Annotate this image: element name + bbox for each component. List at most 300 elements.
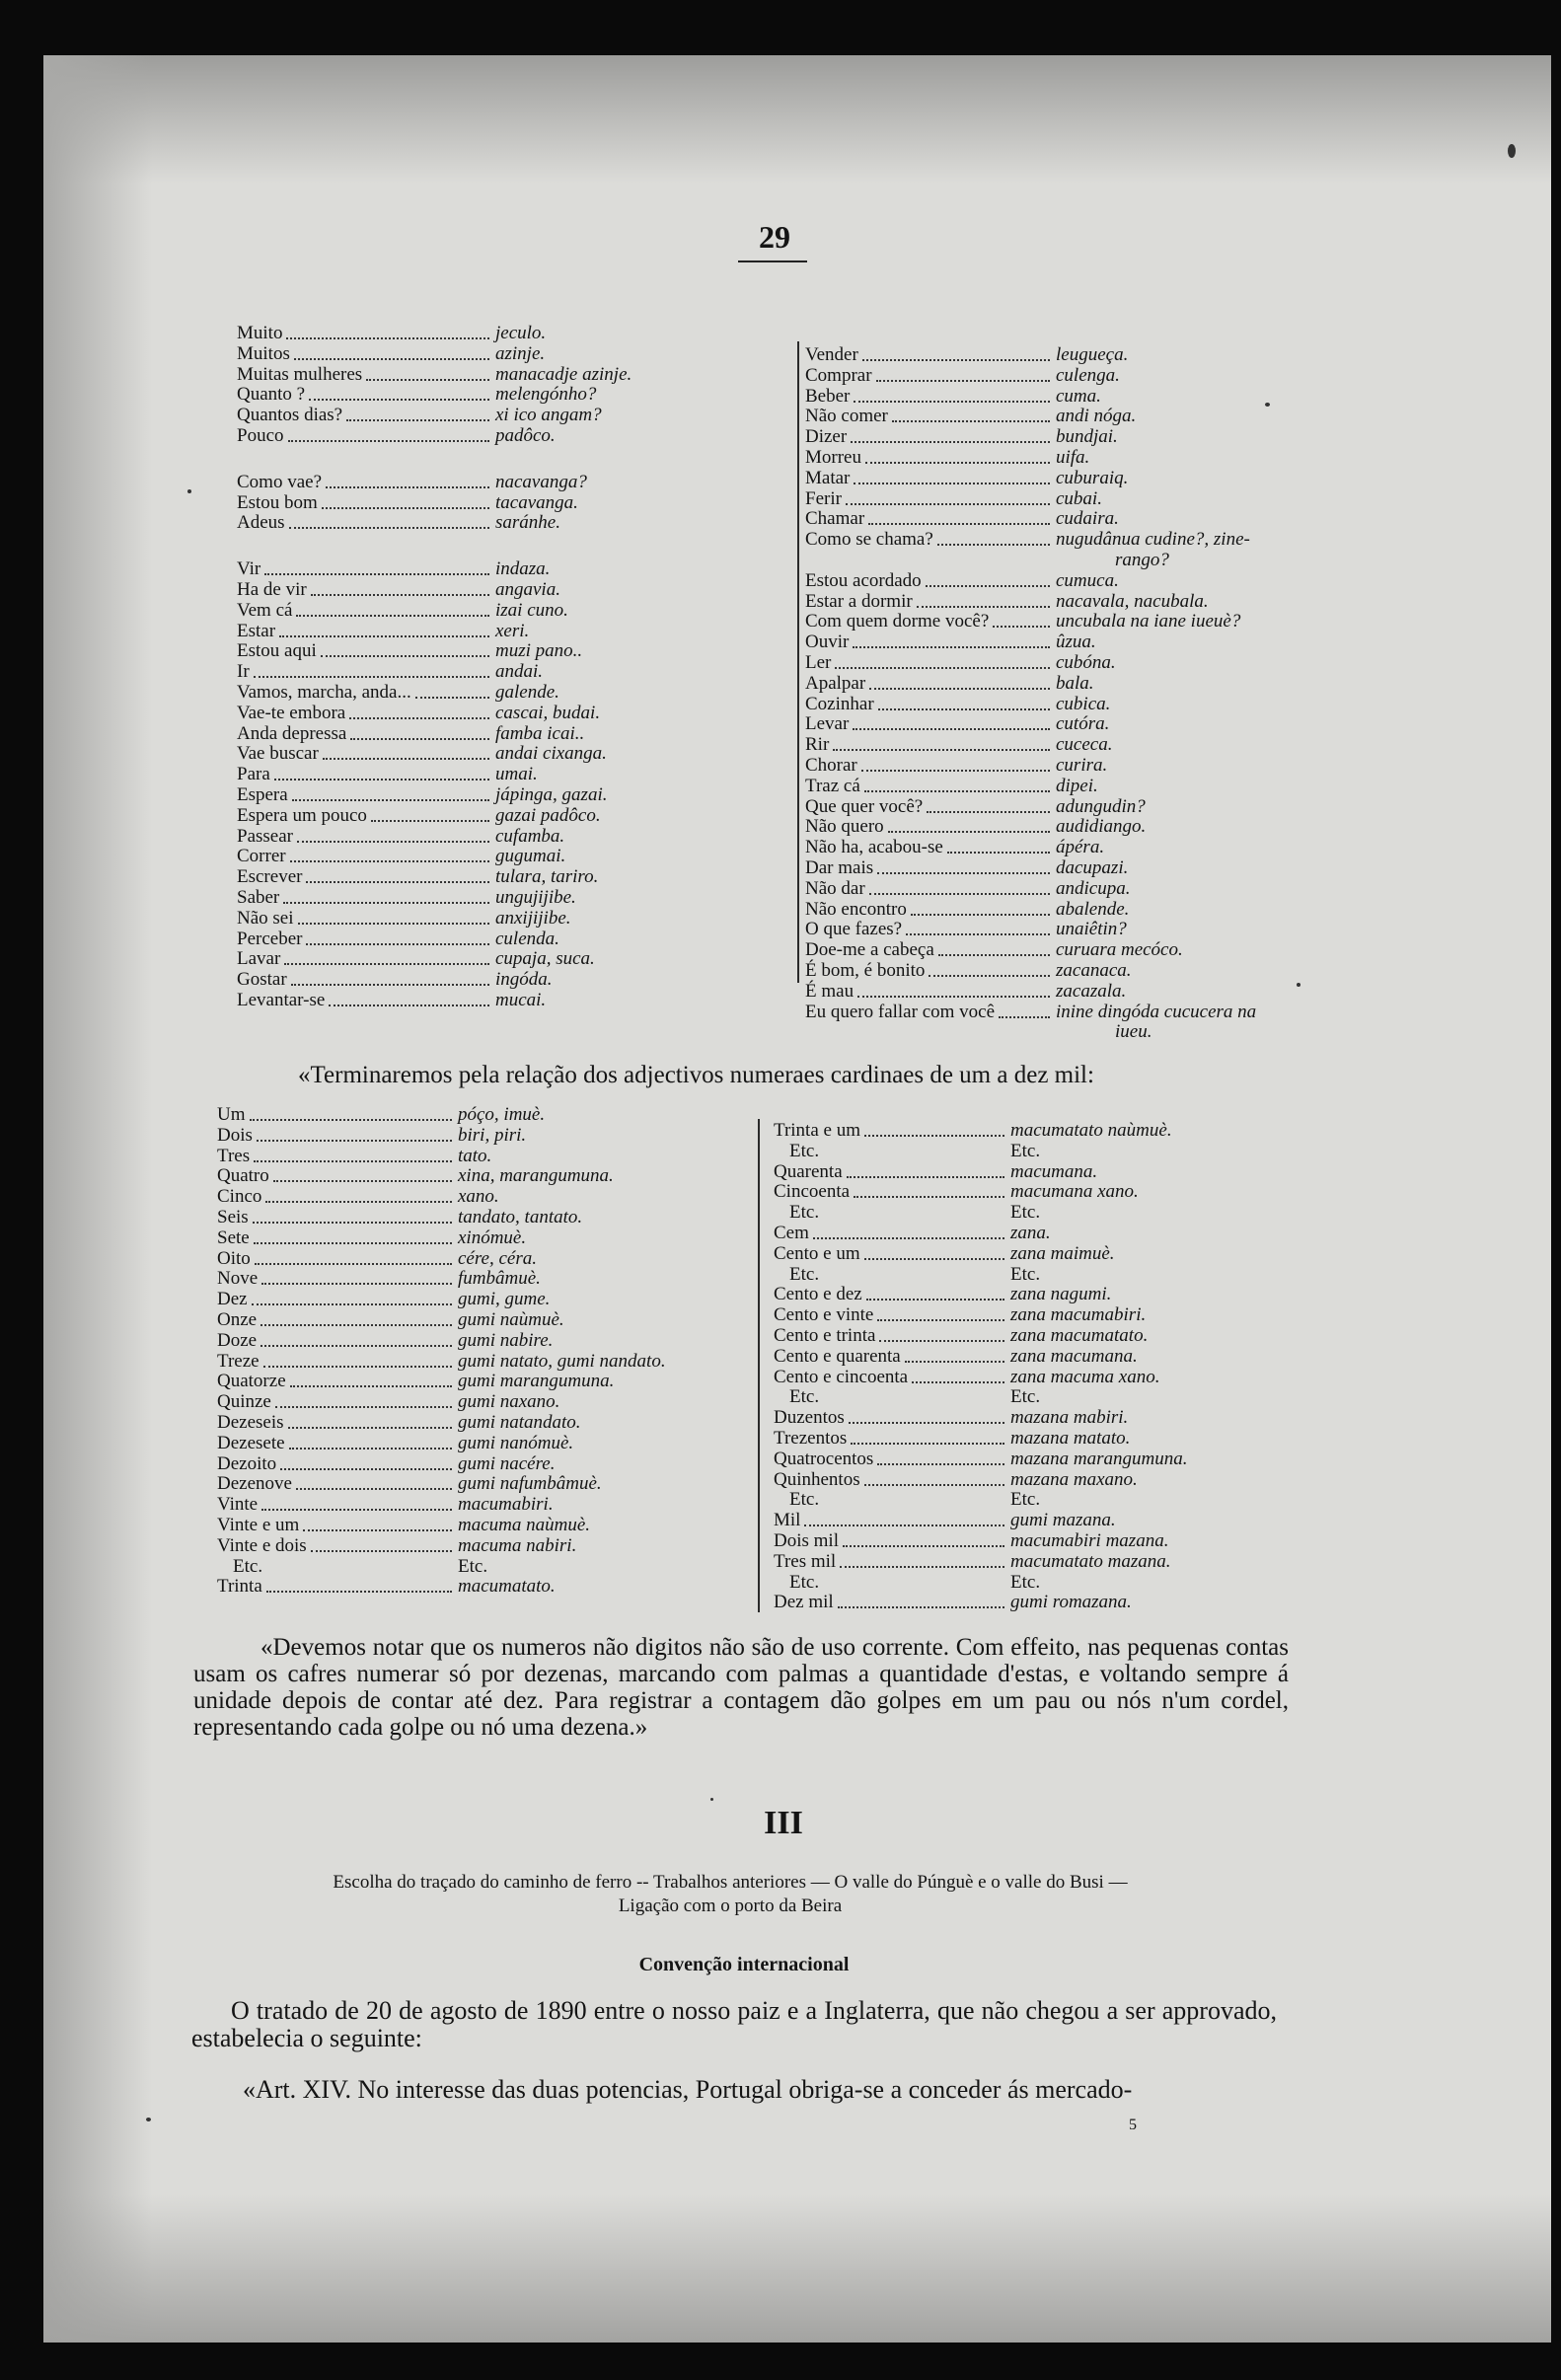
list-item bbox=[774, 1244, 1287, 1265]
list-item bbox=[774, 1429, 1287, 1450]
list-item bbox=[237, 426, 701, 447]
dot-leader bbox=[877, 872, 1050, 874]
dot-leader bbox=[266, 1591, 452, 1593]
portuguese-term: Matar bbox=[805, 467, 851, 488]
portuguese-term: Doe-me a cabeça bbox=[805, 939, 934, 961]
translation: tacavanga. bbox=[495, 491, 578, 513]
translation: macumana xano. bbox=[1010, 1181, 1139, 1203]
translation: zana macuma xano. bbox=[1010, 1366, 1160, 1387]
portuguese-term: Duzentos bbox=[774, 1407, 845, 1429]
dot-leader bbox=[993, 626, 1050, 628]
list-spacer bbox=[237, 534, 701, 559]
translation: ungujijibe. bbox=[495, 886, 576, 908]
scan-speck bbox=[146, 2118, 151, 2121]
translation: dipei. bbox=[1056, 775, 1098, 796]
portuguese-term: Cem bbox=[774, 1222, 809, 1243]
translation: izai cuno. bbox=[495, 599, 568, 621]
portuguese-term: Vinte e um bbox=[217, 1514, 300, 1535]
translation: zana macumatato. bbox=[1010, 1324, 1149, 1346]
dot-leader bbox=[999, 1016, 1050, 1018]
portuguese-term: Cento e vinte bbox=[774, 1304, 874, 1326]
portuguese-term: Vinte bbox=[217, 1494, 259, 1516]
portuguese-term: Gostar bbox=[237, 969, 287, 991]
translation: gumi nanómuè. bbox=[458, 1432, 574, 1453]
list-item bbox=[217, 1166, 730, 1187]
list-item bbox=[217, 1310, 730, 1331]
dot-leader bbox=[813, 1237, 1004, 1239]
translation: cuceca. bbox=[1056, 734, 1113, 756]
list-item bbox=[217, 1105, 730, 1126]
portuguese-term: Vem cá bbox=[237, 599, 293, 621]
dot-leader bbox=[911, 914, 1050, 916]
translation: culenga. bbox=[1056, 364, 1120, 386]
numbers-list-left bbox=[217, 1105, 730, 1598]
portuguese-term: Muito bbox=[237, 323, 283, 343]
translation: muzi pano.. bbox=[495, 640, 583, 662]
vocab-list-left bbox=[237, 324, 701, 1011]
translation: zacanaca. bbox=[1056, 959, 1132, 981]
dot-leader bbox=[879, 1340, 1004, 1342]
list-spacer bbox=[237, 447, 701, 473]
dot-leader bbox=[260, 1345, 452, 1347]
dot-leader bbox=[926, 585, 1050, 587]
translation: uifa. bbox=[1056, 446, 1090, 468]
translation: macumana. bbox=[1010, 1160, 1098, 1182]
translation: melengónho? bbox=[495, 384, 597, 406]
translation: tandato, tantato. bbox=[458, 1206, 583, 1227]
portuguese-term: Não sei bbox=[237, 907, 294, 929]
portuguese-term: Eu quero fallar com você bbox=[805, 1001, 996, 1022]
dot-leader bbox=[853, 728, 1050, 730]
dot-leader bbox=[298, 923, 489, 925]
translation: xinómuè. bbox=[458, 1227, 527, 1248]
list-item bbox=[805, 530, 1338, 551]
dot-leader bbox=[349, 717, 489, 719]
portuguese-term: Ha de vir bbox=[237, 578, 307, 600]
translation: zana macumana. bbox=[1010, 1345, 1138, 1367]
list-item bbox=[217, 1372, 730, 1392]
dot-leader bbox=[877, 1463, 1004, 1465]
translation: tulara, tariro. bbox=[495, 866, 599, 888]
list-item bbox=[217, 1557, 730, 1578]
list-item bbox=[237, 949, 701, 970]
dot-leader bbox=[917, 606, 1050, 608]
list-item bbox=[805, 982, 1338, 1003]
portuguese-term: Dezenove bbox=[217, 1473, 292, 1495]
translation: Etc. bbox=[458, 1555, 488, 1577]
translation: saránhe. bbox=[495, 512, 560, 534]
dot-leader bbox=[876, 380, 1050, 382]
dot-leader bbox=[857, 996, 1050, 998]
translation: cubica. bbox=[1056, 693, 1111, 714]
portuguese-term: É mau bbox=[805, 980, 855, 1002]
dot-leader bbox=[274, 779, 489, 781]
dot-leader bbox=[906, 933, 1050, 935]
dot-leader bbox=[869, 893, 1050, 895]
dot-leader bbox=[311, 594, 489, 596]
list-item bbox=[237, 365, 701, 386]
portuguese-term: Quatrocentos bbox=[774, 1448, 874, 1469]
portuguese-term: Cento e cincoenta bbox=[774, 1366, 909, 1387]
scan-speck bbox=[1265, 403, 1270, 407]
dot-leader bbox=[851, 1443, 1004, 1445]
portuguese-term: Vae-te embora bbox=[237, 702, 346, 723]
list-item bbox=[217, 1434, 730, 1454]
list-item bbox=[237, 991, 701, 1011]
list-item bbox=[805, 427, 1338, 448]
dot-leader bbox=[296, 615, 489, 617]
translation: xi ico angam? bbox=[495, 405, 602, 426]
dot-leader bbox=[280, 1468, 452, 1470]
list-item bbox=[805, 469, 1338, 489]
translation: gugumai. bbox=[495, 846, 566, 867]
list-item bbox=[237, 622, 701, 642]
translation: ápéra. bbox=[1056, 837, 1105, 858]
list-item bbox=[237, 344, 701, 365]
list-item bbox=[774, 1265, 1287, 1286]
list-item bbox=[237, 641, 701, 662]
dot-leader bbox=[866, 1299, 1004, 1301]
translation: nacavala, nacubala. bbox=[1056, 590, 1209, 612]
dot-leader bbox=[854, 401, 1050, 403]
list-item bbox=[805, 345, 1338, 366]
portuguese-term: Etc. bbox=[789, 1140, 820, 1161]
dot-leader bbox=[290, 860, 489, 862]
portuguese-term: Ler bbox=[805, 651, 832, 673]
translation: póço, imuè. bbox=[458, 1104, 546, 1125]
translation: cubai. bbox=[1056, 487, 1102, 509]
portuguese-term: Tres bbox=[217, 1145, 251, 1166]
portuguese-term: Cinco bbox=[217, 1186, 262, 1208]
list-item bbox=[217, 1536, 730, 1557]
dot-leader bbox=[840, 1566, 1004, 1568]
portuguese-term: Sete bbox=[217, 1227, 250, 1248]
portuguese-term: Pouco bbox=[237, 424, 284, 446]
portuguese-term: Quantos dias? bbox=[237, 405, 343, 426]
list-item bbox=[237, 765, 701, 785]
list-item bbox=[805, 387, 1338, 408]
dot-leader bbox=[306, 943, 489, 945]
dot-leader bbox=[847, 1176, 1004, 1178]
portuguese-term: Oito bbox=[217, 1247, 251, 1269]
list-item bbox=[774, 1408, 1287, 1429]
list-item bbox=[805, 777, 1338, 797]
portuguese-term: Trinta bbox=[217, 1576, 262, 1598]
dot-leader bbox=[309, 399, 489, 401]
translation: gumi marangumuna. bbox=[458, 1371, 615, 1392]
list-item bbox=[805, 674, 1338, 695]
list-item bbox=[805, 448, 1338, 469]
list-item bbox=[237, 806, 701, 827]
dot-leader bbox=[289, 527, 489, 529]
list-item bbox=[237, 559, 701, 580]
dot-leader bbox=[289, 1448, 452, 1450]
dot-leader bbox=[937, 544, 1050, 546]
list-item bbox=[774, 1203, 1287, 1224]
scan-speck bbox=[710, 1798, 713, 1801]
numbers-list-right bbox=[774, 1121, 1287, 1613]
portuguese-term: Seis bbox=[217, 1206, 249, 1227]
list-item bbox=[805, 817, 1338, 838]
portuguese-term: Vamos, marcha, anda... bbox=[237, 681, 411, 703]
translation: unaiêtin? bbox=[1056, 919, 1127, 940]
list-item bbox=[237, 493, 701, 514]
dot-leader bbox=[853, 646, 1050, 648]
dot-leader bbox=[322, 507, 489, 509]
translation: Etc. bbox=[1010, 1263, 1041, 1285]
list-item bbox=[774, 1450, 1287, 1470]
list-item bbox=[217, 1474, 730, 1495]
portuguese-term: Dois bbox=[217, 1124, 253, 1146]
column-divider bbox=[797, 341, 799, 983]
list-item bbox=[237, 930, 701, 950]
list-item bbox=[217, 1290, 730, 1310]
dot-leader bbox=[865, 462, 1050, 464]
list-item bbox=[774, 1490, 1287, 1511]
dot-leader bbox=[279, 635, 489, 637]
list-item bbox=[217, 1269, 730, 1290]
portuguese-term: Quinze bbox=[217, 1391, 271, 1413]
dot-leader bbox=[250, 1119, 452, 1121]
translation: cutóra. bbox=[1056, 713, 1110, 735]
list-item bbox=[237, 785, 701, 806]
portuguese-term: Saber bbox=[237, 886, 280, 908]
list-item bbox=[237, 867, 701, 888]
translation: cubóna. bbox=[1056, 651, 1116, 673]
list-item bbox=[237, 847, 701, 867]
dot-leader bbox=[296, 1488, 452, 1490]
note-paragraph: «Devemos notar que os numeros não digitos não são de uso corrente. Com effeito, nas pequenas contas usam os cafres numerar só por dezenas, marcando com palmas a quantidade d'estas, e voltando sempre á unidade depois de contar até dez. Para registrar a contagem dão golpes em um pau ou nós n'um cordel, representando cada golpe ou nó uma dezena.» bbox=[193, 1634, 1289, 1741]
translation: zana. bbox=[1010, 1222, 1051, 1243]
dot-leader bbox=[283, 902, 489, 904]
list-item bbox=[805, 961, 1338, 982]
list-item bbox=[805, 879, 1338, 900]
list-item bbox=[774, 1224, 1287, 1244]
translation: xina, marangumuna. bbox=[458, 1165, 614, 1187]
portuguese-term: Correr bbox=[237, 846, 286, 867]
translation: cuma. bbox=[1056, 385, 1101, 407]
translation: curira. bbox=[1056, 754, 1108, 776]
list-item bbox=[217, 1413, 730, 1434]
dot-leader bbox=[927, 811, 1050, 813]
dot-leader bbox=[838, 1606, 1004, 1608]
portuguese-term: Escrever bbox=[237, 866, 303, 888]
translation: macumabiri mazana. bbox=[1010, 1529, 1169, 1551]
dot-leader bbox=[292, 799, 489, 801]
column-divider bbox=[758, 1119, 760, 1612]
dot-leader bbox=[929, 975, 1050, 977]
dot-leader bbox=[257, 1140, 452, 1142]
list-item bbox=[805, 797, 1338, 818]
portuguese-term: Quatorze bbox=[217, 1371, 286, 1392]
portuguese-term: Etc. bbox=[789, 1386, 820, 1408]
dot-leader bbox=[938, 954, 1050, 956]
dot-leader bbox=[254, 1242, 452, 1244]
portuguese-term: Muitas mulheres bbox=[237, 363, 363, 385]
translation: mazana maxano. bbox=[1010, 1468, 1138, 1490]
list-item bbox=[774, 1305, 1287, 1326]
translation: leugueça. bbox=[1056, 344, 1129, 365]
portuguese-term: Dois mil bbox=[774, 1529, 839, 1551]
section-summary bbox=[209, 1871, 1251, 1918]
list-item bbox=[237, 385, 701, 406]
translation: gumi naxano. bbox=[458, 1391, 560, 1413]
translation: zana nagumi. bbox=[1010, 1284, 1112, 1305]
list-item bbox=[217, 1187, 730, 1208]
list-item bbox=[237, 662, 701, 683]
dot-leader bbox=[888, 831, 1050, 833]
portuguese-term: Dizer bbox=[805, 426, 848, 448]
portuguese-term: Traz cá bbox=[805, 775, 860, 796]
translation: Etc. bbox=[1010, 1202, 1041, 1224]
list-item bbox=[237, 473, 701, 493]
translation: biri, piri. bbox=[458, 1124, 527, 1146]
list-item bbox=[805, 735, 1338, 756]
translation: famba icai.. bbox=[495, 722, 585, 744]
translation: macumatato. bbox=[458, 1576, 556, 1598]
portuguese-term: Para bbox=[237, 764, 270, 785]
translation: bala. bbox=[1056, 672, 1094, 694]
translation: dacupazi. bbox=[1056, 856, 1129, 878]
portuguese-term: Tres mil bbox=[774, 1550, 837, 1572]
portuguese-term: Chorar bbox=[805, 754, 857, 776]
vocab-list-right bbox=[805, 345, 1338, 1043]
list-item bbox=[237, 827, 701, 848]
list-item bbox=[237, 324, 701, 344]
portuguese-term: Estou aqui bbox=[237, 640, 317, 662]
translation: jeculo. bbox=[495, 323, 547, 343]
dot-leader bbox=[288, 1427, 452, 1429]
translation: zana maimuè. bbox=[1010, 1242, 1115, 1264]
list-item bbox=[217, 1147, 730, 1167]
dot-leader bbox=[297, 841, 489, 843]
dot-leader bbox=[321, 655, 489, 657]
portuguese-term: Com quem dorme você? bbox=[805, 611, 990, 632]
list-item bbox=[805, 920, 1338, 940]
portuguese-term: Nove bbox=[217, 1268, 259, 1290]
list-item bbox=[217, 1352, 730, 1373]
portuguese-term: Etc. bbox=[233, 1555, 263, 1577]
translation: tato. bbox=[458, 1145, 492, 1166]
portuguese-term: Estar bbox=[237, 620, 276, 641]
list-item bbox=[805, 1003, 1338, 1023]
dot-leader bbox=[294, 358, 489, 360]
translation: fumbâmuè. bbox=[458, 1268, 541, 1290]
translation: inine dingóda cucucera na bbox=[1056, 1001, 1257, 1022]
scanned-page bbox=[43, 55, 1551, 2343]
list-item bbox=[805, 489, 1338, 510]
portuguese-term: Muitos bbox=[237, 342, 290, 364]
list-item bbox=[805, 900, 1338, 921]
translation: mucai. bbox=[495, 989, 547, 1010]
dot-leader bbox=[303, 1529, 452, 1531]
list-item bbox=[237, 704, 701, 724]
translation: cuburaiq. bbox=[1056, 467, 1129, 488]
list-item-continuation bbox=[805, 1022, 1338, 1043]
dot-leader bbox=[833, 749, 1050, 751]
dot-leader bbox=[273, 1180, 452, 1182]
translation: jápinga, gazai. bbox=[495, 783, 608, 805]
dot-leader bbox=[263, 1366, 452, 1368]
portuguese-term: Estou acordado bbox=[805, 569, 922, 591]
scan-speck bbox=[1508, 144, 1516, 158]
list-item bbox=[237, 513, 701, 534]
portuguese-term: Adeus bbox=[237, 512, 285, 534]
translation: andai cixanga. bbox=[495, 743, 607, 765]
portuguese-term: Apalpar bbox=[805, 672, 866, 694]
section-number: III bbox=[764, 1805, 803, 1841]
translation: ûzua. bbox=[1056, 632, 1096, 653]
signature-mark: 5 bbox=[1129, 2117, 1137, 2133]
dot-leader bbox=[854, 1196, 1004, 1198]
dot-leader bbox=[275, 1406, 452, 1408]
dot-leader bbox=[254, 1160, 452, 1162]
translation: uncubala na iane iueuè? bbox=[1056, 611, 1241, 632]
list-item bbox=[805, 612, 1338, 632]
dot-leader bbox=[849, 1422, 1004, 1424]
translation: angavia. bbox=[495, 578, 560, 600]
section-subtitle: Convenção internacional bbox=[638, 1954, 850, 1975]
list-item bbox=[237, 580, 701, 601]
list-item bbox=[237, 683, 701, 704]
portuguese-term: Não encontro bbox=[805, 898, 907, 920]
translation: gumi nacére. bbox=[458, 1452, 556, 1474]
portuguese-term: Dezesete bbox=[217, 1432, 285, 1453]
dot-leader bbox=[323, 758, 489, 760]
list-item bbox=[774, 1142, 1287, 1162]
translation: ingóda. bbox=[495, 969, 553, 991]
translation: manacadje azinje. bbox=[495, 363, 632, 385]
portuguese-term: Não dar bbox=[805, 877, 865, 899]
list-item bbox=[237, 909, 701, 930]
list-item bbox=[217, 1331, 730, 1352]
list-item bbox=[805, 366, 1338, 387]
portuguese-term: Ferir bbox=[805, 487, 842, 509]
portuguese-term: Beber bbox=[805, 385, 851, 407]
portuguese-term: Doze bbox=[217, 1329, 258, 1351]
translation: padôco. bbox=[495, 424, 556, 446]
translation: gumi nafumbâmuè. bbox=[458, 1473, 602, 1495]
dot-leader bbox=[291, 984, 489, 986]
dot-leader bbox=[261, 1509, 452, 1511]
portuguese-term: Dezeseis bbox=[217, 1411, 284, 1433]
translation: macumabiri. bbox=[458, 1494, 554, 1516]
dot-leader bbox=[264, 573, 489, 575]
list-item bbox=[774, 1531, 1287, 1552]
portuguese-term: Comprar bbox=[805, 364, 872, 386]
portuguese-term: Lavar bbox=[237, 948, 281, 970]
translation: cudaira. bbox=[1056, 508, 1119, 530]
portuguese-term: Não quero bbox=[805, 816, 884, 838]
translation: gumi natato, gumi nandato. bbox=[458, 1350, 666, 1372]
dot-leader bbox=[912, 1381, 1004, 1383]
list-item bbox=[774, 1511, 1287, 1531]
dot-leader bbox=[835, 667, 1050, 669]
page-number-rule bbox=[738, 260, 807, 262]
translation: macuma nabiri. bbox=[458, 1534, 577, 1556]
translation: gumi mazana. bbox=[1010, 1510, 1116, 1531]
section-summary-line: Ligação com o porto da Beira bbox=[618, 1896, 843, 1916]
portuguese-term: Etc. bbox=[789, 1489, 820, 1511]
dot-leader bbox=[265, 1201, 452, 1203]
portuguese-term: Passear bbox=[237, 825, 293, 847]
dot-leader bbox=[326, 486, 489, 488]
dot-leader bbox=[261, 1283, 452, 1285]
list-item bbox=[805, 756, 1338, 777]
translation: gazai padôco. bbox=[495, 804, 601, 826]
dot-leader bbox=[252, 1303, 452, 1305]
portuguese-term: Etc. bbox=[789, 1202, 820, 1224]
